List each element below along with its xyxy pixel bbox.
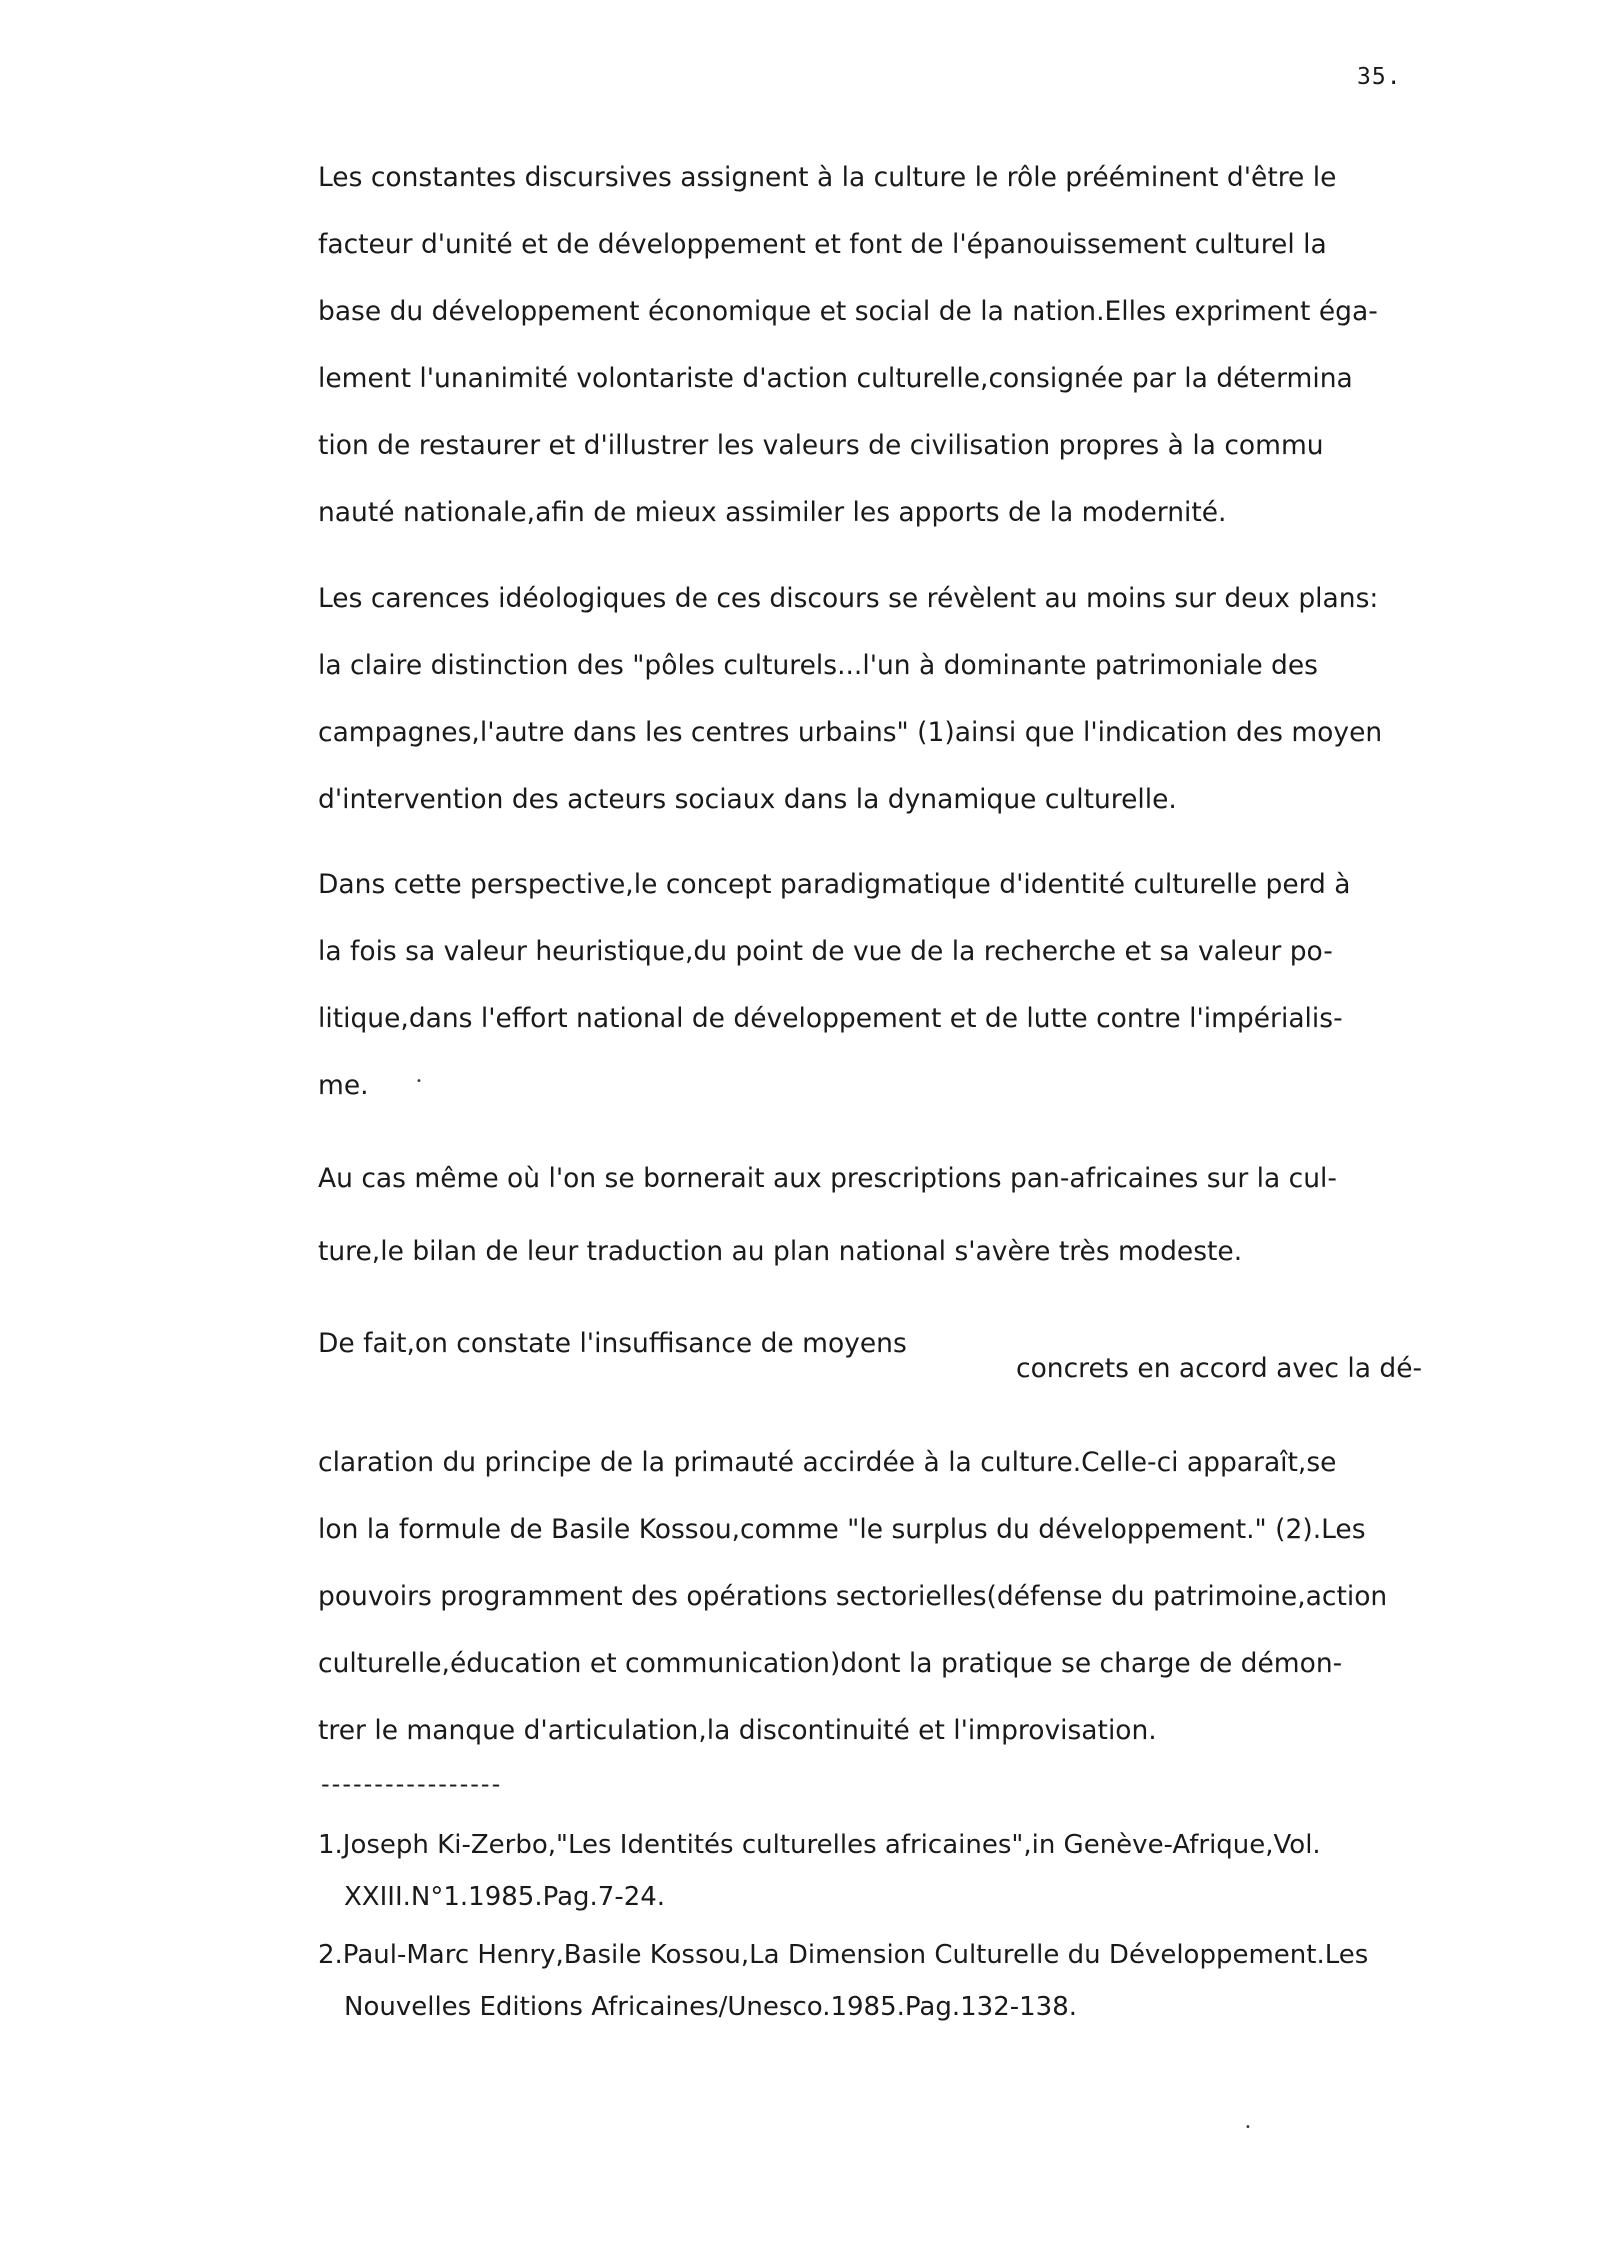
text-line: d'intervention des acteurs sociaux dans la dynamique culturelle.	[318, 784, 1177, 815]
text-line: campagnes,l'autre dans les centres urbains" (1)ainsi que l'indication des moyen	[318, 717, 1383, 748]
footnote-1	[318, 1830, 1321, 1912]
text-line: litique,dans l'effort national de développement et de lutte contre l'impérialis-	[318, 1003, 1343, 1034]
text-line: Les carences idéologiques de ces discours se révèlent au moins sur deux plans:	[318, 583, 1379, 614]
text-line: culturelle,éducation et communication)dont la pratique se charge de démon-	[318, 1648, 1343, 1679]
text-line: pouvoirs programment des opérations sectorielles(défense du patrimoine,action	[318, 1581, 1388, 1612]
paragraph-2	[318, 583, 1383, 815]
text-line: Les constantes discursives assignent à la culture le rôle prééminent d'être le	[318, 162, 1337, 193]
text-line: la claire distinction des "pôles culturels...l'un à dominante patrimoniale des	[318, 650, 1318, 681]
footnote-line: 2.Paul-Marc Henry,Basile Kossou,La Dimension Culturelle du Développement.Les	[318, 1940, 1369, 1970]
footnote-line: 1.Joseph Ki-Zerbo,"Les Identités culturelles africaines",in Genève-Afrique,Vol.	[318, 1830, 1321, 1860]
text-line: me.	[318, 1070, 369, 1101]
text-line: facteur d'unité et de développement et font de l'épanouissement culturel la	[318, 229, 1327, 260]
text-line: lon la formule de Basile Kossou,comme "le surplus du développement." (2).Les	[318, 1514, 1366, 1545]
footnote-line: XXIII.N°1.1985.Pag.7-24.	[344, 1882, 666, 1912]
text-line: Au cas même où l'on se bornerait aux prescriptions pan-africaines sur la cul-	[318, 1163, 1337, 1194]
text-line: Dans cette perspective,le concept paradigmatique d'identité culturelle perd à	[318, 869, 1351, 900]
paragraph-3	[318, 869, 1351, 1101]
text-line: nauté nationale,afin de mieux assimiler les apports de la modernité.	[318, 497, 1227, 528]
footnote-separator: -----------------	[321, 1770, 503, 1798]
text-line: trer le manque d'articulation,la discontinuité et l'improvisation.	[318, 1715, 1157, 1746]
text-line: tion de restaurer et d'illustrer les valeurs de civilisation propres à la commu	[318, 430, 1324, 461]
text-line: concrets en accord avec la dé-	[1016, 1353, 1423, 1384]
page-number: 35.	[1357, 64, 1402, 90]
scan-speck: •	[416, 1076, 422, 1087]
text-line: ture,le bilan de leur traduction au plan national s'avère très modeste.	[318, 1236, 1243, 1267]
paragraph-4	[318, 1163, 1337, 1267]
text-line: claration du principe de la primauté accirdée à la culture.Celle-ci apparaît,se	[318, 1447, 1337, 1478]
text-line: base du développement économique et social de la nation.Elles expriment éga-	[318, 296, 1378, 327]
text-line: la fois sa valeur heuristique,du point de vue de la recherche et sa valeur po-	[318, 936, 1333, 967]
paragraph-1	[318, 162, 1378, 528]
footnote-line: Nouvelles Editions Africaines/Unesco.1985.Pag.132-138.	[344, 1992, 1078, 2022]
scan-speck: •	[1245, 2122, 1251, 2133]
footnote-2	[318, 1940, 1368, 2022]
paragraph-5	[318, 1328, 1423, 1746]
text-line: lement l'unanimité volontariste d'action culturelle,consignée par la détermina	[318, 363, 1353, 394]
text-line: De fait,on constate l'insuffisance de moyens	[318, 1328, 907, 1359]
